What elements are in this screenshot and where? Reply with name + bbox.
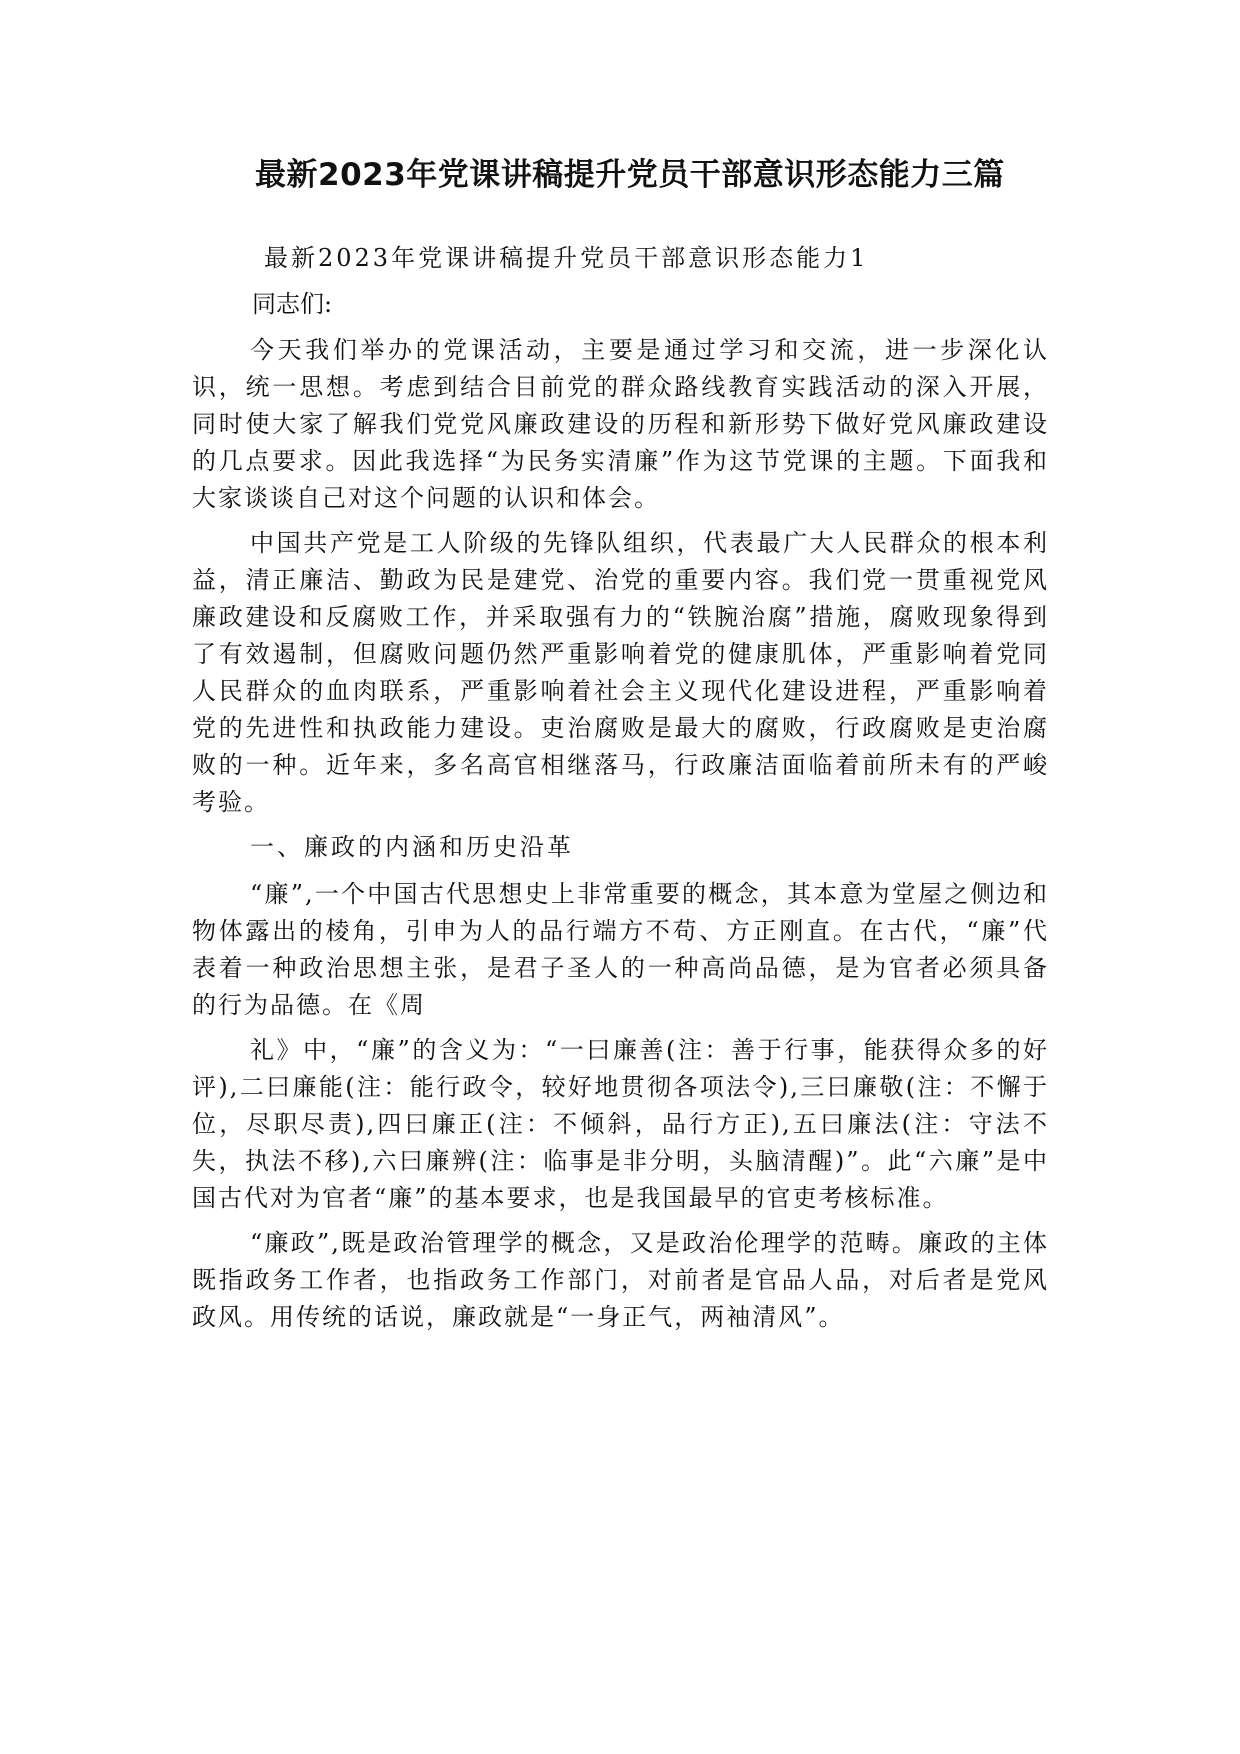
paragraph-intro: 今天我们举办的党课活动，主要是通过学习和交流，进一步深化认识，统一思想。考虑到结合目前党的群众路线教育实践活动的深入开展，同时使大家了解我们党党风廉政建设的历程和新形势下做好党风廉政建设的几点要求。因此我选择“为民务实清廉”作为这节党课的主题。下面我和大家谈谈自己对这个问题的认识和体会。	[192, 336, 1049, 512]
section-heading: 一、廉政的内涵和历史沿革	[250, 833, 574, 861]
paragraph-lianzheng-definition: “廉政”,既是政治管理学的概念，又是政治伦理学的范畴。廉政的主体既指政务工作者，也指政务工作部门，对前者是官品人品，对后者是党风政风。用传统的话说，廉政就是“一身正气，两袖清风”。	[192, 1229, 1049, 1331]
document-subtitle: 最新2023年党课讲稿提升党员干部意识形态能力1	[264, 244, 869, 272]
paragraph-lian-meaning: “廉”,一个中国古代思想史上非常重要的概念，其本意为堂屋之侧边和物体露出的棱角，引申为人的品行端方不苟、方正刚直。在古代，“廉”代表着一种政治思想主张，是君子圣人的一种高尚品德，是为官者必须具备的行为品德。在《周	[192, 880, 1049, 1019]
document-title: 最新2023年党课讲稿提升党员干部意识形态能力三篇	[255, 157, 1005, 193]
greeting: 同志们:	[252, 290, 333, 318]
paragraph-party-anticorruption: 中国共产党是工人阶级的先锋队组织，代表最广大人民群众的根本利益，清正廉洁、勤政为民是建党、治党的重要内容。我们党一贯重视党风廉政建设和反腐败工作，并采取强有力的“铁腕治腐”措施，腐败现象得到了有效遏制，但腐败问题仍然严重影响着党的健康肌体，严重影响着党同人民群众的血肉联系，严重影响着社会主义现代化建设进程，严重影响着党的先进性和执政能力建设。吏治腐败是最大的腐败，行政腐败是吏治腐败的一种。近年来，多名高官相继落马，行政廉洁面临着前所未有的严峻考验。	[192, 529, 1049, 816]
document-body	[192, 238, 1049, 1344]
paragraph-six-lian: 礼》中，“廉”的含义为：“一曰廉善(注：善于行事，能获得众多的好评),二曰廉能(注：能行政令，较好地贯彻各项法令),三曰廉敬(注：不懈于位，尽职尽责),四曰廉正(注：不倾斜，品行方正),五曰廉法(注：守法不失，执法不移),六曰廉辨(注：临事是非分明，头脑清醒)”。此“六廉”是中国古代对为官者“廉”的基本要求，也是我国最早的官吏考核标准。	[192, 1036, 1049, 1212]
